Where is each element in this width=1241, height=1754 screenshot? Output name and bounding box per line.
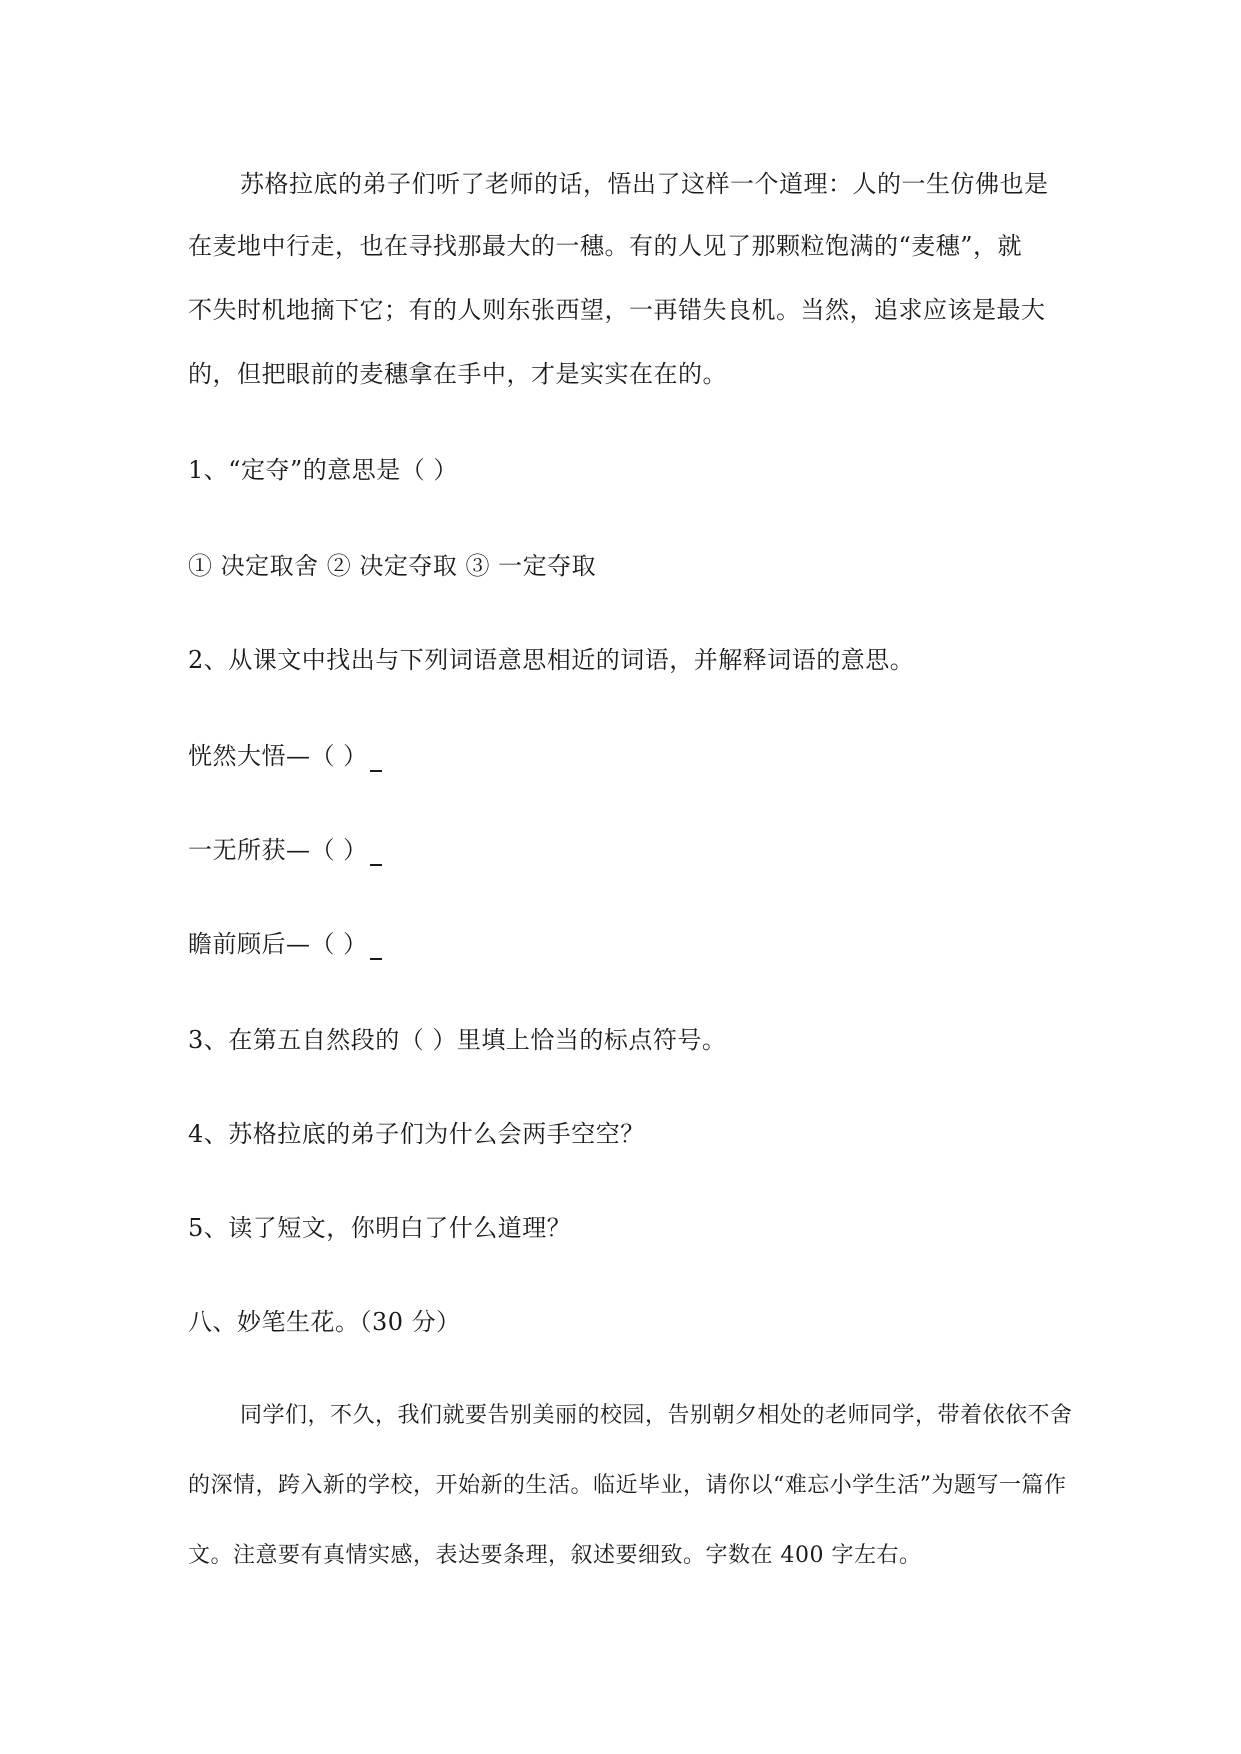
answer-blank[interactable]	[370, 840, 382, 866]
question-2-item-text: 恍然大悟—（ ）	[188, 742, 368, 770]
passage-line-4: 的，但把眼前的麦穗拿在手中，才是实实在在的。	[188, 360, 727, 388]
section-8-title: 八、妙笔生花。（30 分）	[188, 1308, 461, 1336]
question-3: 3、在第五自然段的（ ）里填上恰当的标点符号。	[188, 1026, 727, 1054]
question-2-item	[188, 740, 1058, 772]
answer-blank[interactable]	[370, 746, 382, 772]
question-1: 1、“定夺”的意思是（ ）	[188, 456, 458, 484]
section-8-line-2: 的深情，跨入新的学校，开始新的生活。临近毕业，请你以“难忘小学生活”为题写一篇作	[188, 1473, 1067, 1498]
question-2-item-text: 一无所获—（ ）	[188, 836, 368, 864]
passage-line-1: 苏格拉底的弟子们听了老师的话，悟出了这样一个道理：人的一生仿佛也是	[240, 170, 1049, 198]
question-2-item-text: 瞻前顾后—（ ）	[188, 930, 368, 958]
question-1-options: ① 决定取舍 ② 决定夺取 ③ 一定夺取	[188, 552, 597, 580]
question-5: 5、读了短文，你明白了什么道理？	[188, 1214, 572, 1242]
passage-line-2: 在麦地中行走，也在寻找那最大的一穗。有的人见了那颗粒饱满的“麦穗”，就	[188, 232, 1023, 260]
passage-line-3: 不失时机地摘下它；有的人则东张西望，一再错失良机。当然，追求应该是最大	[188, 296, 1046, 324]
question-4: 4、苏格拉底的弟子们为什么会两手空空？	[188, 1120, 645, 1148]
section-8-line-1: 同学们，不久，我们就要告别美丽的校园，告别朝夕相处的老师同学，带着依依不舍	[240, 1403, 1073, 1428]
section-8-line-3: 文。注意要有真情实感，表达要条理，叙述要细致。字数在 400 字左右。	[188, 1543, 922, 1568]
question-2: 2、从课文中找出与下列词语意思相近的词语，并解释词语的意思。	[188, 646, 915, 674]
answer-blank[interactable]	[370, 934, 382, 960]
question-2-item	[188, 928, 1058, 960]
question-2-item	[188, 834, 1058, 866]
